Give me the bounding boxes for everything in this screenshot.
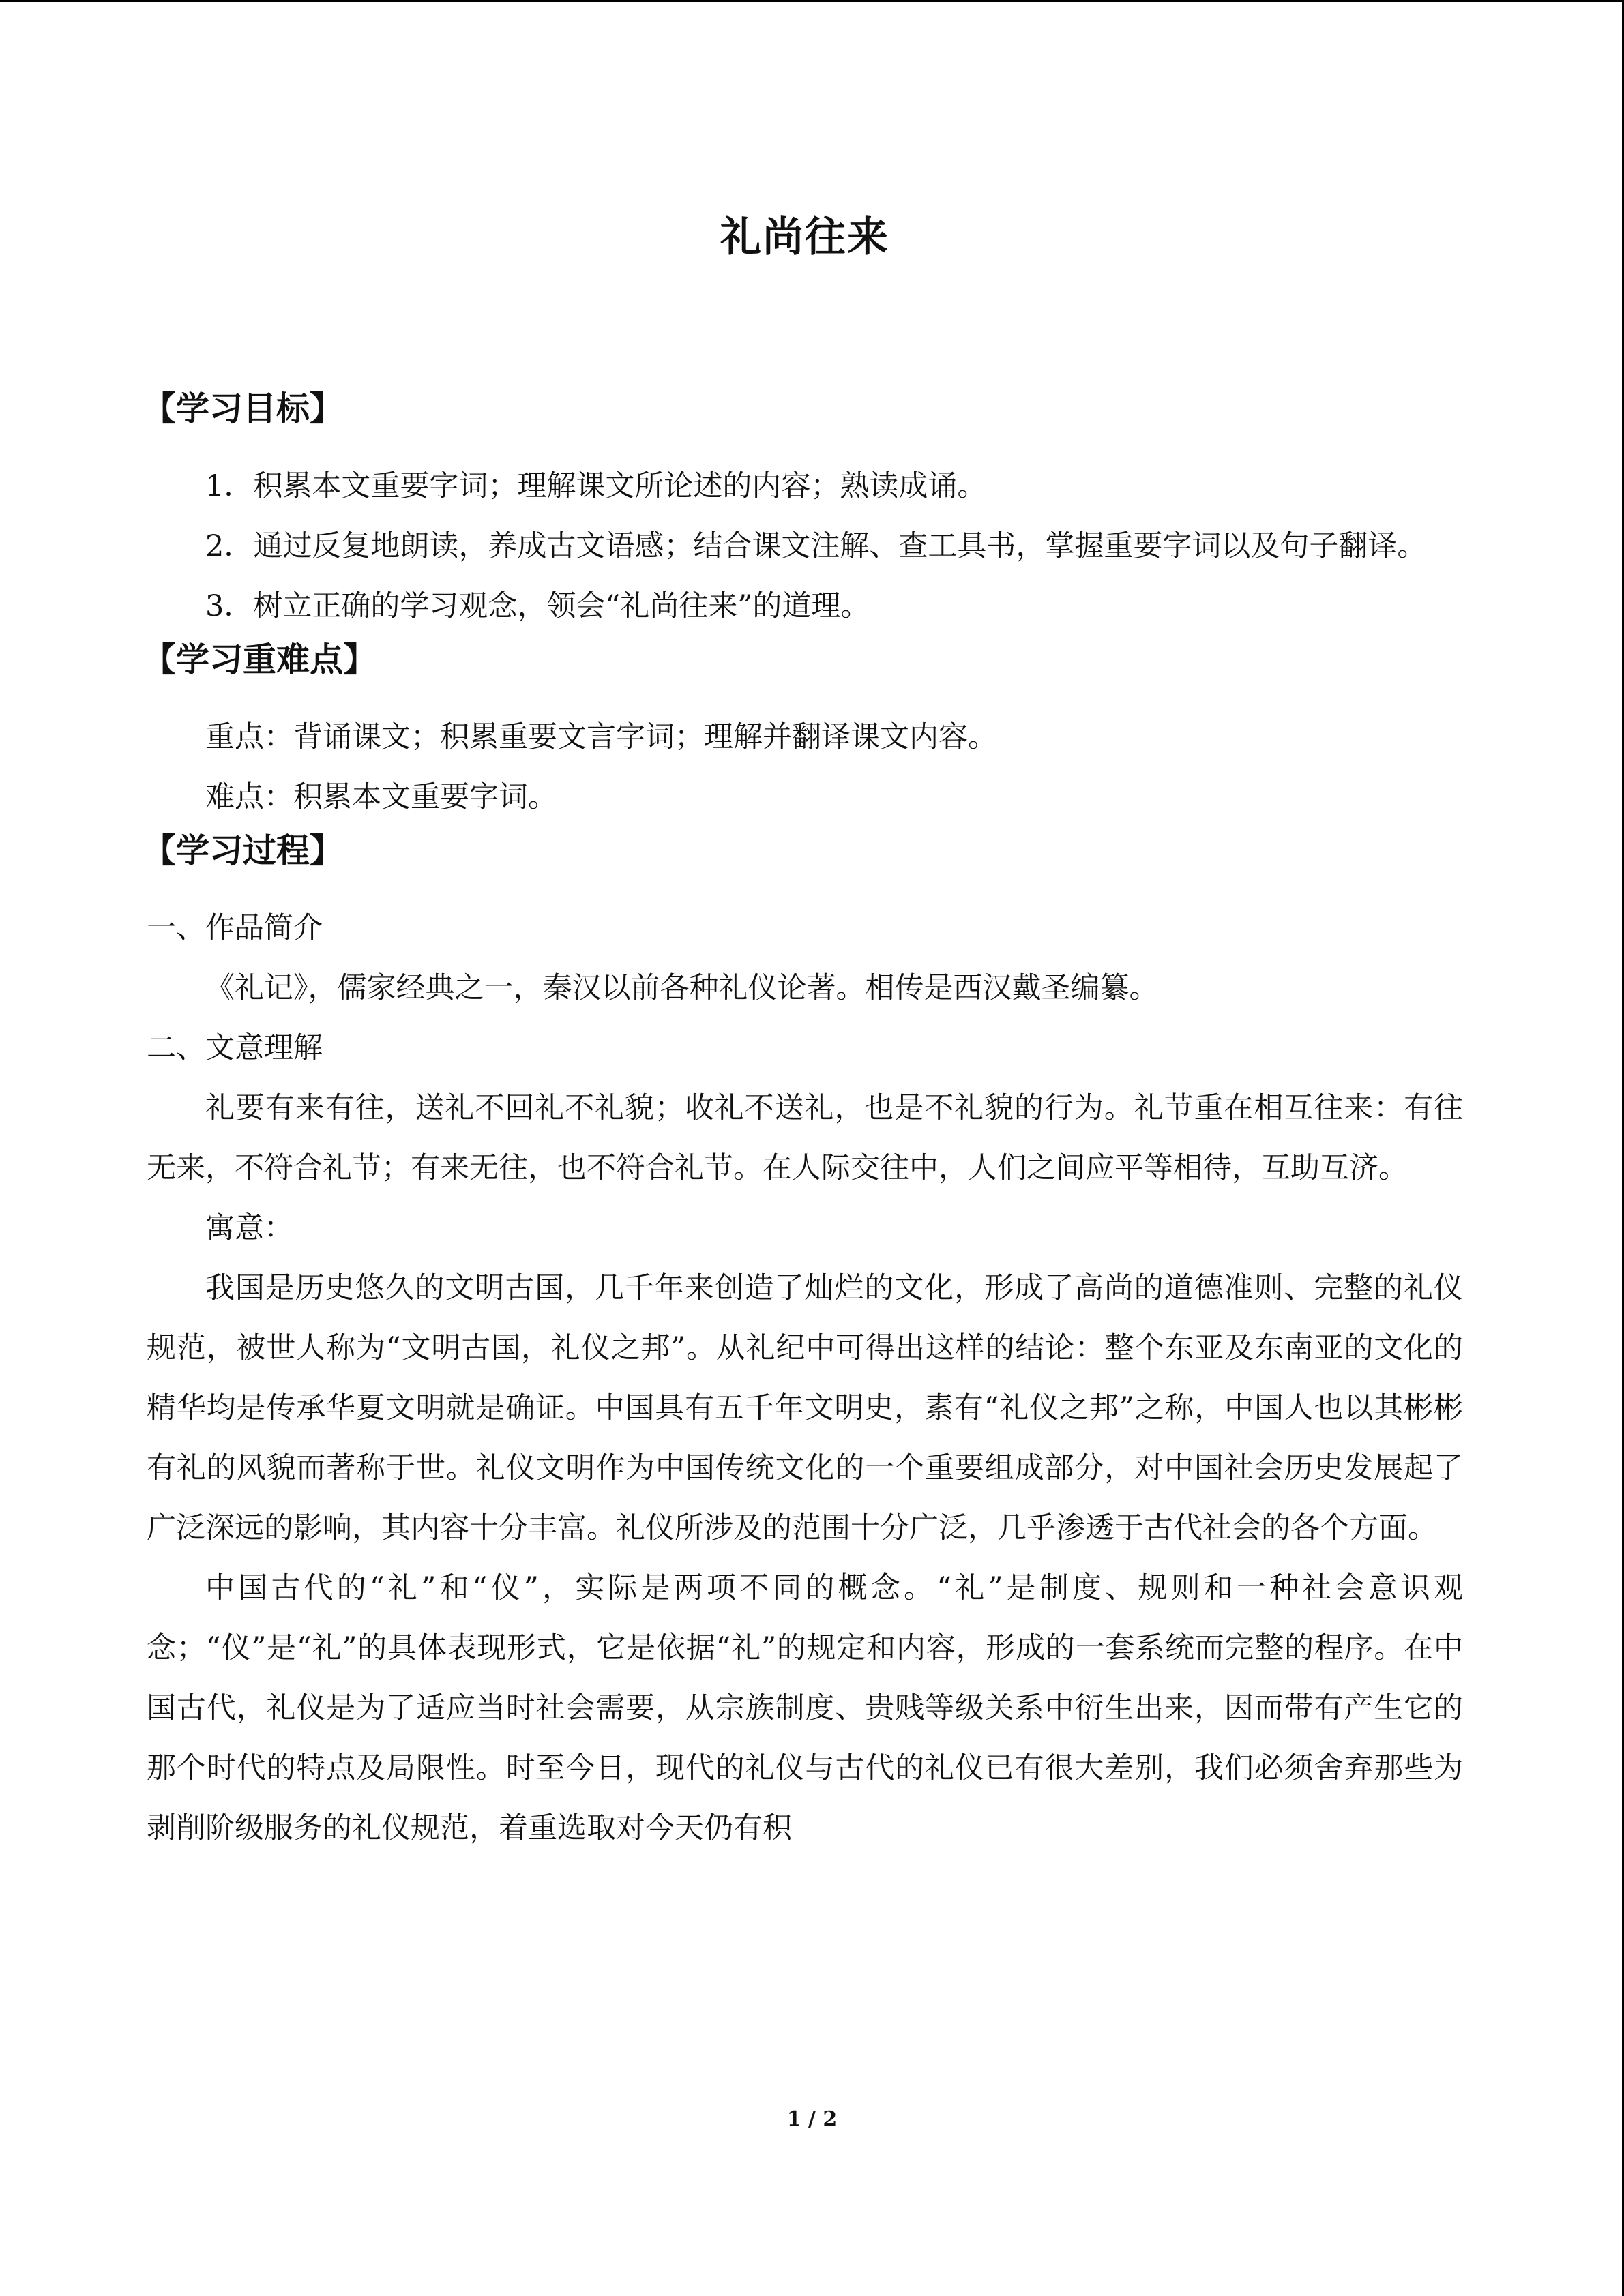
section-heading-key-points: 【学习重难点】	[143, 640, 377, 679]
moral-paragraph-1: 我国是历史悠久的文明古国，几千年来创造了灿烂的文化，形成了高尚的道德准则、完整的礼仪规范，被世人称为“文明古国，礼仪之邦”。从礼纪中可得出这样的结论：整个东亚及东南亚的文化的精华均是传承华夏文明就是确证。中国具有五千年文明史，素有“礼仪之邦”之称，中国人也以其彬彬有礼的风貌而著称于世。礼仪文明作为中国传统文化的一个重要组成部分，对中国社会历史发展起了广泛深远的影响，其内容十分丰富。礼仪所涉及的范围十分广泛，几乎渗透于古代社会的各个方面。	[147, 1271, 1463, 1545]
key-point-item: 重点：背诵课文；积累重要文言字词；理解并翻译课文内容。	[205, 720, 997, 754]
difficult-point-item: 难点：积累本文重要字词。	[205, 780, 557, 814]
objective-item-1: 1．积累本文重要字词；理解课文所论述的内容；熟读成诵。	[205, 469, 987, 503]
page-number: 1 / 2	[786, 2107, 838, 2131]
meaning-text: 礼要有来有往，送礼不回礼不礼貌；收礼不送礼，也是不礼貌的行为。礼节重在相互往来：有往无来，不符合礼节；有来无往，也不符合礼节。在人际交往中，人们之间应平等相待，互助互济。	[147, 1091, 1463, 1185]
objective-item-2: 2．通过反复地朗读，养成古文语感；结合课文注解、查工具书，掌握重要字词以及句子翻译。	[205, 529, 1427, 563]
subsection-heading-intro: 一、作品简介	[147, 911, 323, 945]
moral-paragraph-2: 中国古代的“礼”和“仪”，实际是两项不同的概念。“礼”是制度、规则和一种社会意识观念；“仪”是“礼”的具体表现形式，它是依据“礼”的规定和内容，形成的一套系统而完整的程序。在中国古代，礼仪是为了适应当时社会需要，从宗族制度、贵贱等级关系中衍生出来，因而带有产生它的那个时代的特点及局限性。时至今日，现代的礼仪与古代的礼仪已有很大差别，我们必须舍弃那些为剥削阶级服务的礼仪规范，着重选取对今天仍有积	[147, 1571, 1463, 1845]
subsection-heading-meaning: 二、文意理解	[147, 1031, 323, 1065]
objective-item-3: 3．树立正确的学习观念，领会“礼尚往来”的道理。	[205, 589, 870, 623]
section-heading-objectives: 【学习目标】	[143, 389, 344, 428]
moral-label: 寓意：	[205, 1211, 293, 1245]
document-title: 礼尚往来	[720, 213, 889, 261]
intro-text: 《礼记》，儒家经典之一，秦汉以前各种礼仪论著。相传是西汉戴圣编纂。	[205, 971, 1159, 1005]
section-heading-process: 【学习过程】	[143, 831, 344, 870]
page-content	[143, 207, 1463, 1858]
